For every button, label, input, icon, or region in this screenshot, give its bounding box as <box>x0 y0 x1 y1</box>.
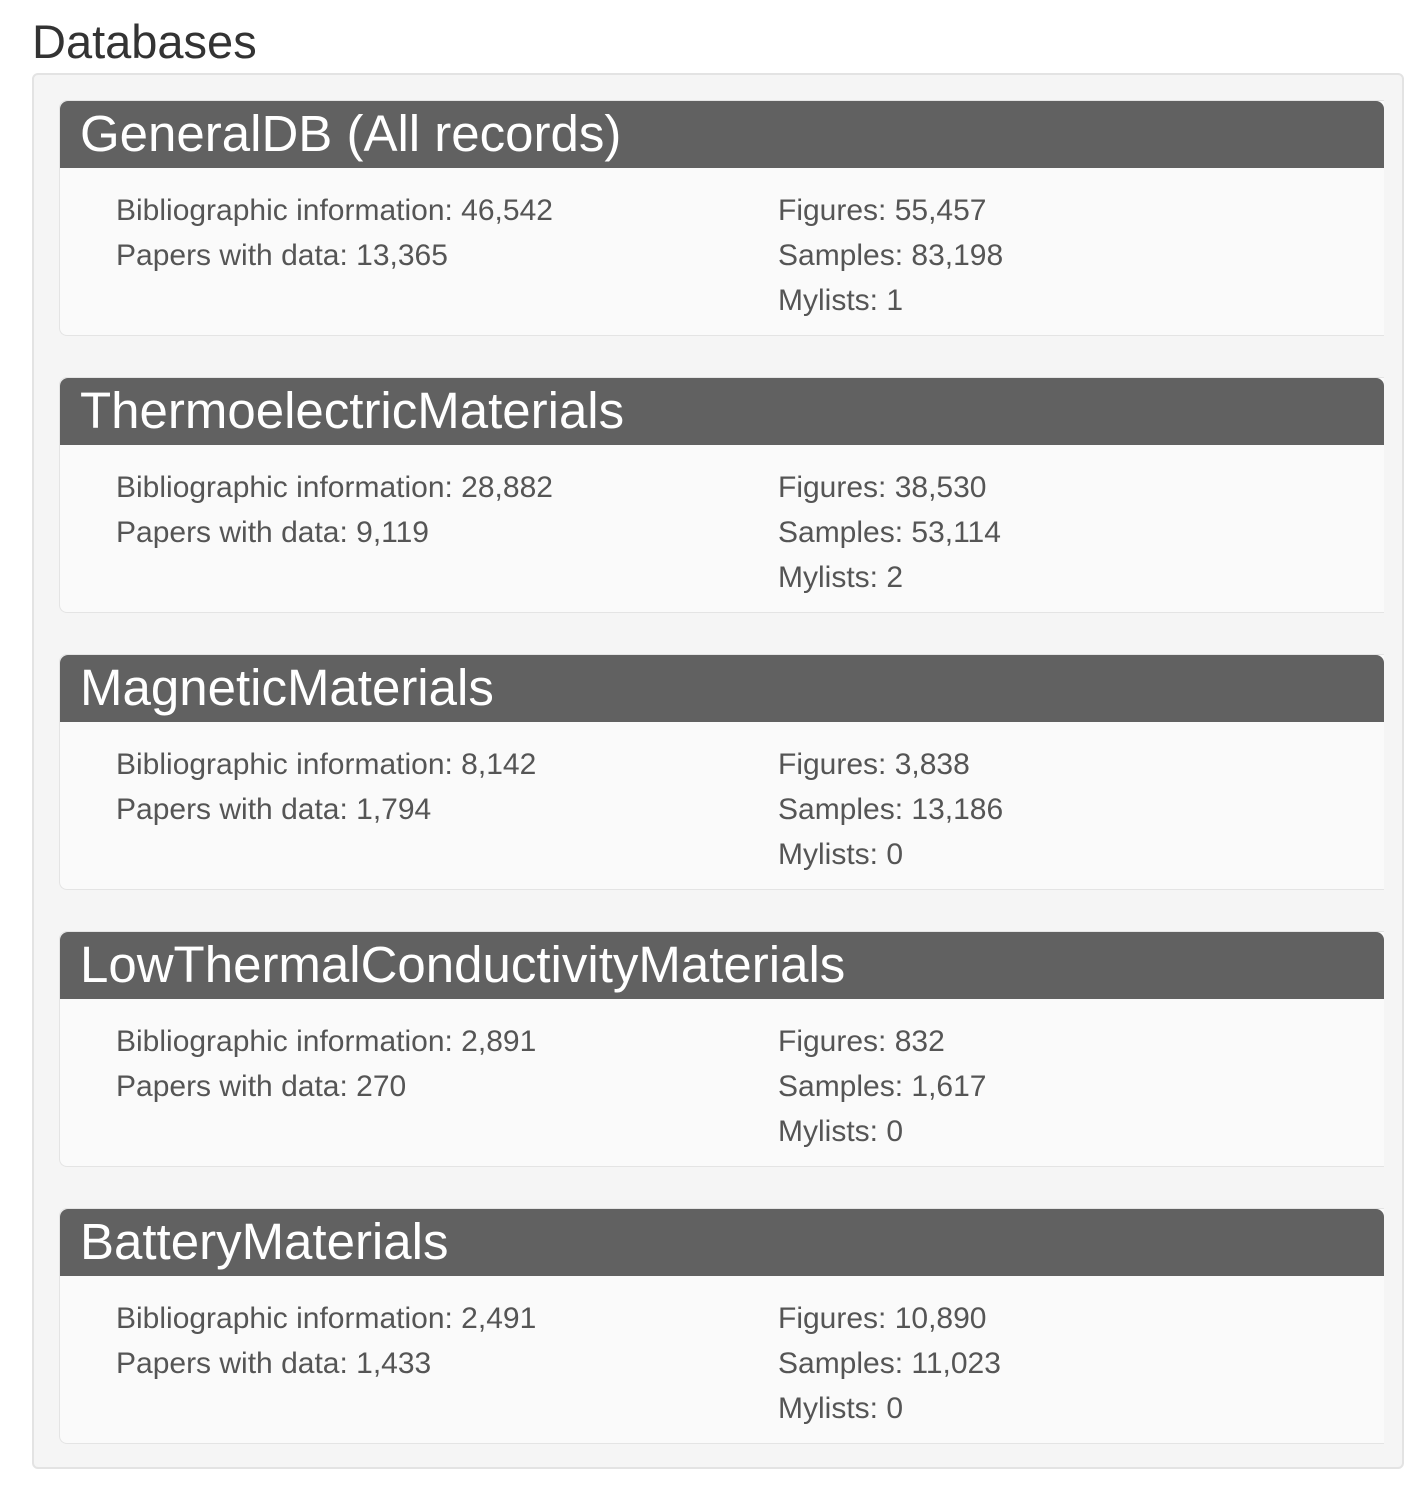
figures-count: Figures: 3,838 <box>778 748 970 781</box>
papers-with-data-count: Papers with data: 270 <box>116 1070 407 1103</box>
database-header[interactable] <box>60 655 1384 722</box>
mylists-count: Mylists: 0 <box>778 1115 904 1148</box>
samples-count: Samples: 11,023 <box>778 1347 1001 1380</box>
database-stats <box>60 168 1384 335</box>
stats-right-column <box>778 1019 986 1154</box>
database-header[interactable] <box>60 1209 1384 1276</box>
samples-count: Samples: 83,198 <box>778 239 1004 272</box>
database-name-link[interactable]: BatteryMaterials <box>80 1213 449 1270</box>
mylists-count: Mylists: 1 <box>778 284 904 317</box>
database-stats <box>60 445 1384 612</box>
bibliographic-count: Bibliographic information: 2,491 <box>116 1302 537 1335</box>
samples-count: Samples: 53,114 <box>778 516 1001 549</box>
figures-count: Figures: 10,890 <box>778 1302 987 1335</box>
database-card-battery <box>59 1208 1384 1444</box>
stats-left-column <box>116 1019 536 1109</box>
stats-right-column <box>778 1296 1001 1431</box>
bibliographic-count: Bibliographic information: 2,891 <box>116 1025 537 1058</box>
samples-count: Samples: 13,186 <box>778 793 1004 826</box>
bibliographic-count: Bibliographic information: 46,542 <box>116 194 553 227</box>
stats-right-column <box>778 188 1003 323</box>
stats-left-column <box>116 188 553 278</box>
database-card-thermoelectric <box>59 377 1384 613</box>
database-stats <box>60 722 1384 889</box>
stats-left-column <box>116 742 536 832</box>
figures-count: Figures: 38,530 <box>778 471 987 504</box>
databases-panel <box>32 73 1404 1469</box>
database-card-generaldb <box>59 100 1384 336</box>
database-name-link[interactable]: GeneralDB (All records) <box>80 105 622 162</box>
papers-with-data-count: Papers with data: 13,365 <box>116 239 448 272</box>
figures-count: Figures: 832 <box>778 1025 945 1058</box>
mylists-count: Mylists: 2 <box>778 561 904 594</box>
bibliographic-count: Bibliographic information: 28,882 <box>116 471 553 504</box>
database-card-low-thermal-conductivity <box>59 931 1384 1167</box>
mylists-count: Mylists: 0 <box>778 1392 904 1425</box>
bibliographic-count: Bibliographic information: 8,142 <box>116 748 537 781</box>
papers-with-data-count: Papers with data: 1,433 <box>116 1347 432 1380</box>
samples-count: Samples: 1,617 <box>778 1070 987 1103</box>
mylists-count: Mylists: 0 <box>778 838 904 871</box>
database-name-link[interactable]: MagneticMaterials <box>80 659 494 716</box>
database-header[interactable] <box>60 932 1384 999</box>
page-title: Databases <box>32 15 257 68</box>
database-card-magnetic <box>59 654 1384 890</box>
database-name-link[interactable]: LowThermalConductivityMaterials <box>80 936 846 993</box>
database-header[interactable] <box>60 101 1384 168</box>
papers-with-data-count: Papers with data: 1,794 <box>116 793 432 826</box>
database-header[interactable] <box>60 378 1384 445</box>
stats-left-column <box>116 465 553 555</box>
database-list <box>59 100 1384 1485</box>
database-stats <box>60 1276 1384 1443</box>
papers-with-data-count: Papers with data: 9,119 <box>116 516 429 549</box>
database-stats <box>60 999 1384 1166</box>
stats-left-column <box>116 1296 536 1386</box>
database-name-link[interactable]: ThermoelectricMaterials <box>80 382 625 439</box>
stats-right-column <box>778 465 1001 600</box>
stats-right-column <box>778 742 1003 877</box>
figures-count: Figures: 55,457 <box>778 194 987 227</box>
